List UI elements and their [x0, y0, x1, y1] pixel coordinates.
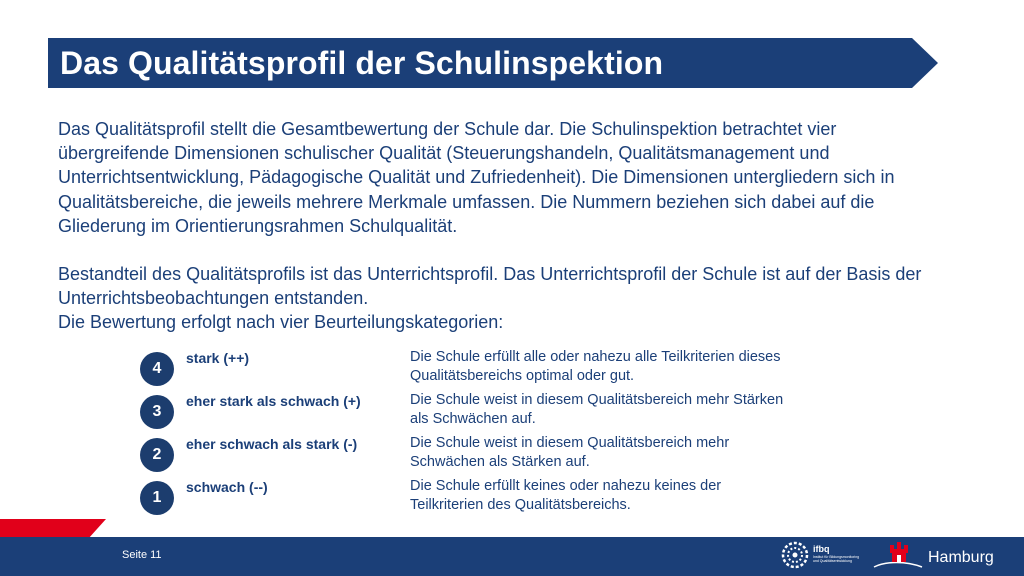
- title-banner: [48, 38, 938, 88]
- hamburg-logo: [872, 540, 1012, 572]
- rating-label: stark (++): [186, 350, 250, 366]
- rating-row-4: [140, 346, 800, 389]
- intro-paragraph: Das Qualitätsprofil stellt die Gesamtbewertung der Schule dar. Die Schulinspektion betrachtet vier übergreifende Dimensionen schulischer Qualität (Steuerungshandeln, Qualitätsmanagement und Unterrichtsentwicklung, Pädagogische Qualität und Zufriedenheit). Die Dimensionen untergliedern sich in Qualitätsbereiche, die jeweils mehrere Merkmale umfassen. Die Nummern beziehen sich dabei auf die Gliederung im Orientierungsrahmen Schulqualität.: [58, 119, 895, 236]
- ifbq-subtitle: Institut für Bildungsmonitoring und Qualitätsentwicklung: [813, 555, 860, 563]
- red-accent-shape: [0, 519, 110, 539]
- ifbq-logo: [780, 540, 860, 570]
- ifbq-logo-icon: [780, 540, 810, 570]
- rating-label: schwach (--): [186, 479, 268, 495]
- rating-row-3: [140, 389, 800, 432]
- rating-intro-paragraph: Die Bewertung erfolgt nach vier Beurteilungskategorien:: [58, 312, 504, 333]
- rating-badge: 1: [140, 481, 174, 515]
- rating-description: Die Schule weist in diesem Qualitätsbereich mehr Schwächen als Stärken auf.: [410, 435, 730, 470]
- hamburg-castle-icon: [872, 540, 926, 572]
- profile-paragraph: Bestandteil des Qualitätsprofils ist das Unterrichtsprofil. Das Unterrichtsprofil der Schule ist auf der Basis der Unterrichtsbeobachtungen entstanden.: [58, 264, 922, 309]
- rating-label: eher schwach als stark (-): [186, 436, 358, 452]
- rating-row-1: [140, 475, 800, 518]
- rating-description: Die Schule erfüllt keines oder nahezu keines der Teilkriterien des Qualitätsbereichs.: [410, 478, 722, 513]
- hamburg-label: Hamburg: [928, 549, 994, 566]
- rating-description: Die Schule erfüllt alle oder nahezu alle Teilkriterien dieses Qualitätsbereichs optimal oder gut.: [410, 349, 781, 384]
- page-number: Seite 11: [122, 549, 162, 561]
- paragraph-spacer: [58, 238, 938, 262]
- ifbq-name: ifbq: [813, 544, 830, 554]
- rating-description: Die Schule weist in diesem Qualitätsbereich mehr Stärken als Schwächen auf.: [410, 392, 784, 427]
- rating-badge: 2: [140, 438, 174, 472]
- rating-row-2: [140, 432, 800, 475]
- page-title: Das Qualitätsprofil der Schulinspektion: [60, 45, 664, 81]
- rating-label: eher stark als schwach (+): [186, 393, 361, 409]
- rating-badge: 4: [140, 352, 174, 386]
- rating-list: [140, 346, 800, 518]
- rating-badge: 3: [140, 395, 174, 429]
- body-text: [58, 117, 938, 335]
